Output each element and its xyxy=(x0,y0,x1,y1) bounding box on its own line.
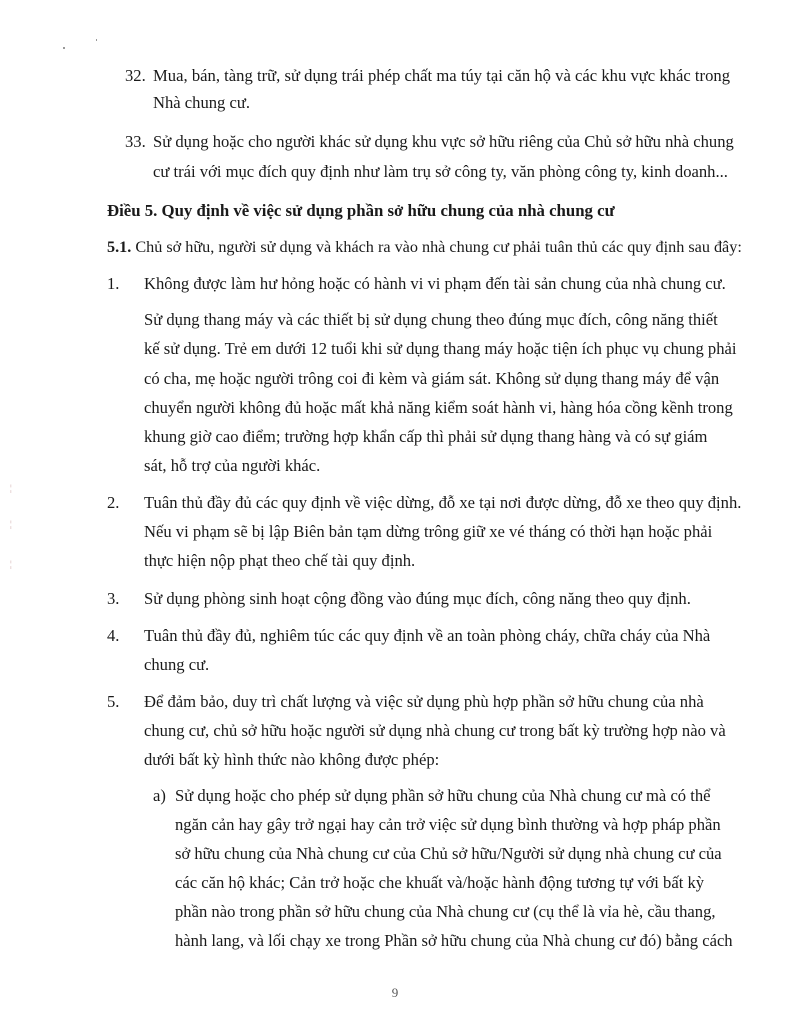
item-text-line: khung giờ cao điểm; trường hợp khẩn cấp thì phải sử dụng thang hàng và có sự giám xyxy=(144,427,708,446)
item-text-line: Nhà chung cư. xyxy=(153,93,251,112)
item-number: 32. xyxy=(125,66,146,85)
section-text: Chủ sở hữu, người sử dụng và khách ra vào nhà chung cư phải tuân thủ các quy định sau đây: xyxy=(131,238,742,256)
item-number: 33. xyxy=(125,132,146,151)
item-text-line: chung cư. xyxy=(144,655,210,674)
item-text-line: thực hiện nộp phạt theo chế tài quy định. xyxy=(144,551,416,570)
item-number: 3. xyxy=(107,589,120,608)
item-text-line: Sử dụng thang máy và các thiết bị sử dụng chung theo đúng mục đích, công năng thiết xyxy=(144,310,718,329)
scan-speck xyxy=(96,39,97,41)
item-text-line: Sử dụng phòng sinh hoạt cộng đồng vào đúng mục đích, công năng theo quy định. xyxy=(144,589,691,608)
item-number: 5. xyxy=(107,692,120,711)
item-text-line: có cha, mẹ hoặc người trông coi đi kèm và giám sát. Không sử dụng thang máy để vận xyxy=(144,369,720,388)
subitem-text-line: Sử dụng hoặc cho phép sử dụng phần sở hữu chung của Nhà chung cư mà có thể xyxy=(175,786,711,805)
margin-mark: ¦ xyxy=(10,559,12,569)
subitem-text-line: sở hữu chung của Nhà chung cư của Chủ sở hữu/Người sử dụng nhà chung cư của xyxy=(175,844,722,863)
article-heading: Điều 5. Quy định về việc sử dụng phần sở hữu chung của nhà chung cư xyxy=(107,201,615,220)
item-text-line: Mua, bán, tàng trữ, sử dụng trái phép chất ma túy tại căn hộ và các khu vực khác trong xyxy=(153,66,731,85)
subitem-text-line: phần nào trong phần sở hữu chung của Nhà chung cư (cụ thể là vỉa hè, cầu thang, xyxy=(175,902,716,921)
section-line xyxy=(107,237,742,257)
item-text-line: dưới bất kỳ hình thức nào không được phép: xyxy=(144,750,440,769)
margin-mark: ¦ xyxy=(10,483,12,493)
item-text-line: Để đảm bảo, duy trì chất lượng và việc sử dụng phù hợp phần sở hữu chung của nhà xyxy=(144,692,704,711)
item-number: 4. xyxy=(107,626,120,645)
item-text-line: Tuân thủ đầy đủ các quy định về việc dừng, đỗ xe tại nơi được dừng, đỗ xe theo quy định. xyxy=(144,493,742,512)
margin-mark: ¦ xyxy=(10,519,12,529)
page-number: 9 xyxy=(391,985,399,1000)
subitem-text-line: các căn hộ khác; Cản trở hoặc che khuất và/hoặc hành động tương tự với bất kỳ xyxy=(175,873,705,892)
item-text-line: Tuân thủ đầy đủ, nghiêm túc các quy định về an toàn phòng cháy, chữa cháy của Nhà xyxy=(144,626,711,645)
section-number: 5.1. xyxy=(107,238,132,256)
scan-speck xyxy=(63,47,65,49)
item-number: 1. xyxy=(107,274,120,293)
subitem-text-line: ngăn cản hay gây trở ngại hay cản trở việc sử dụng bình thường và hợp pháp phần xyxy=(175,815,721,834)
item-text-line: sát, hỗ trợ của người khác. xyxy=(144,456,321,475)
item-text-line: kế sử dụng. Trẻ em dưới 12 tuổi khi sử dụng thang máy hoặc tiện ích phục vụ chung phải xyxy=(144,339,737,358)
item-text-line: Không được làm hư hỏng hoặc có hành vi vi phạm đến tài sản chung của nhà chung cư. xyxy=(144,274,726,293)
item-text-line: Nếu vi phạm sẽ bị lập Biên bản tạm dừng trông giữ xe vé tháng có thời hạn hoặc phải xyxy=(144,522,713,541)
item-text-line: chuyển người không đủ hoặc mất khả năng kiểm soát hành vi, hàng hóa cồng kềnh trong xyxy=(144,398,733,417)
item-number: 2. xyxy=(107,493,120,512)
item-text-line: Sử dụng hoặc cho người khác sử dụng khu vực sở hữu riêng của Chủ sở hữu nhà chung xyxy=(153,132,734,151)
subitem-label: a) xyxy=(153,786,166,805)
subitem-text-line: hành lang, và lối chạy xe trong Phần sở hữu chung của Nhà chung cư đó) bằng cách xyxy=(175,931,733,950)
item-text-line: cư trái với mục đích quy định như làm trụ sở công ty, văn phòng công ty, kinh doanh... xyxy=(153,162,728,181)
item-text-line: chung cư, chủ sở hữu hoặc người sử dụng nhà chung cư trong bất kỳ trường hợp nào và xyxy=(144,721,726,740)
